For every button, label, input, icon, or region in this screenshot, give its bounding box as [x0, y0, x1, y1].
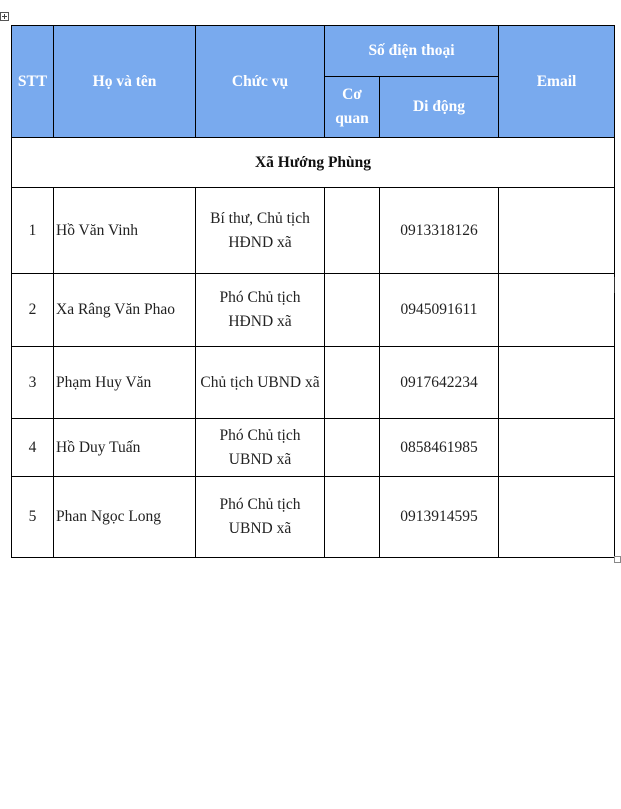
table-row — [12, 274, 615, 347]
cell-email — [499, 347, 615, 419]
table-row — [12, 419, 615, 477]
cell-stt: 2 — [12, 274, 54, 347]
cell-name: Hồ Văn Vinh — [54, 188, 196, 274]
cell-name: Hồ Duy Tuấn — [54, 419, 196, 477]
section-title: Xã Hướng Phùng — [12, 138, 615, 188]
table-move-handle-icon[interactable] — [0, 12, 9, 21]
cell-stt: 3 — [12, 347, 54, 419]
header-stt: STT — [12, 26, 54, 138]
table-header — [12, 26, 615, 138]
table-row — [12, 477, 615, 558]
table-row — [12, 188, 615, 274]
cell-email — [499, 274, 615, 347]
header-name: Họ và tên — [54, 26, 196, 138]
cell-position: Phó Chủ tịch UBND xã — [196, 477, 325, 558]
cell-email — [499, 419, 615, 477]
table-resize-handle-icon[interactable] — [614, 556, 621, 563]
cell-office — [325, 347, 380, 419]
cell-name: Phan Ngọc Long — [54, 477, 196, 558]
cell-name: Phạm Huy Văn — [54, 347, 196, 419]
cell-email — [499, 188, 615, 274]
cell-email — [499, 477, 615, 558]
cell-office — [325, 477, 380, 558]
header-position: Chức vụ — [196, 26, 325, 138]
cell-stt: 5 — [12, 477, 54, 558]
cell-mobile: 0858461985 — [380, 419, 499, 477]
cell-position: Phó Chủ tịch UBND xã — [196, 419, 325, 477]
cell-position: Phó Chủ tịch HĐND xã — [196, 274, 325, 347]
cell-office — [325, 419, 380, 477]
table-edge-marker — [614, 277, 615, 293]
cell-name: Xa Râng Văn Phao — [54, 274, 196, 347]
section-row — [12, 138, 615, 188]
cell-office — [325, 188, 380, 274]
header-office: Cơ quan — [325, 77, 380, 138]
cell-stt: 1 — [12, 188, 54, 274]
cell-mobile: 0913914595 — [380, 477, 499, 558]
cell-position: Bí thư, Chủ tịch HĐND xã — [196, 188, 325, 274]
contacts-table — [11, 25, 615, 558]
cell-mobile: 0913318126 — [380, 188, 499, 274]
cell-position: Chủ tịch UBND xã — [196, 347, 325, 419]
header-mobile: Di động — [380, 77, 499, 138]
cell-stt: 4 — [12, 419, 54, 477]
cell-mobile: 0945091611 — [380, 274, 499, 347]
header-email: Email — [499, 26, 615, 138]
cell-office — [325, 274, 380, 347]
cell-mobile: 0917642234 — [380, 347, 499, 419]
table-row — [12, 347, 615, 419]
header-phone-group: Số điện thoại — [325, 26, 499, 77]
